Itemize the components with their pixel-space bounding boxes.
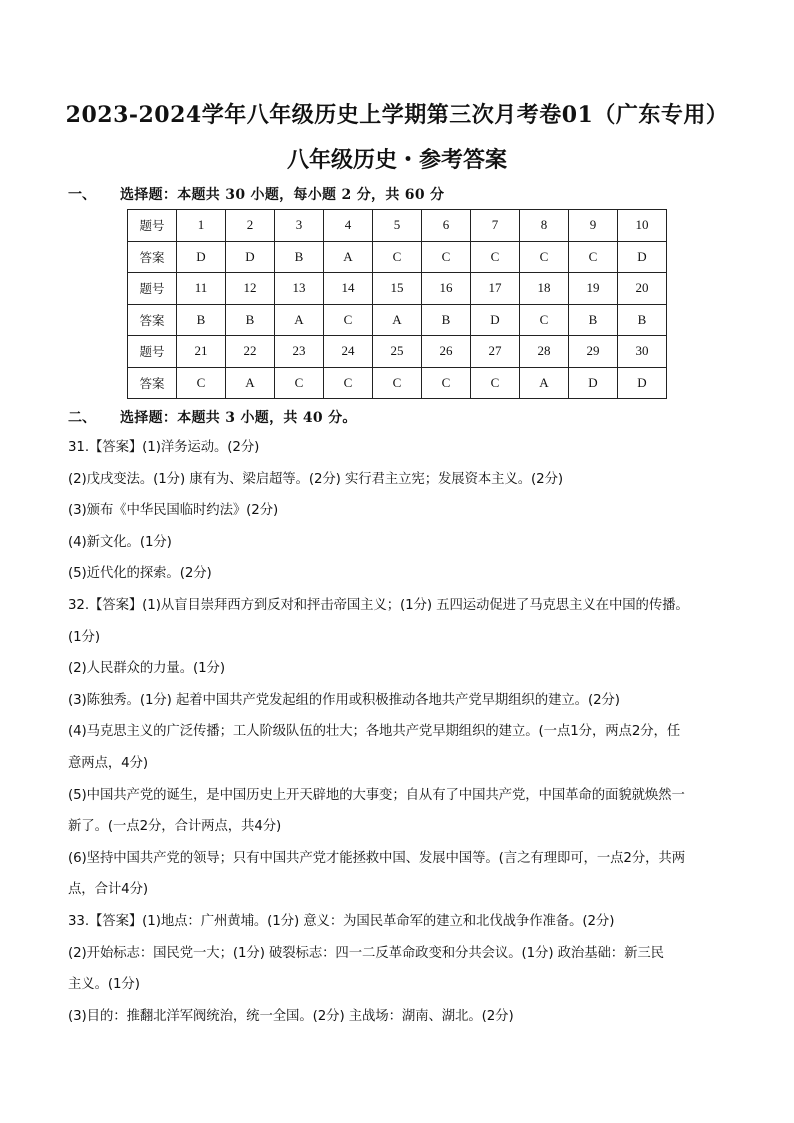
answer-cell: C	[373, 367, 422, 399]
answer-cell: C	[569, 241, 618, 273]
question-number-cell: 22	[226, 336, 275, 368]
answer-line: (5)中国共产党的诞生，是中国历史上开天辟地的大事变；自从有了中国共产党，中国革命的面貌就焕然一	[68, 787, 685, 803]
question-number-cell: 8	[520, 210, 569, 242]
question-number-cell: 29	[569, 336, 618, 368]
question-number-cell: 16	[422, 273, 471, 305]
answer-label-cell: 答案	[128, 367, 177, 399]
question-number-row	[128, 336, 667, 368]
question-number-cell: 18	[520, 273, 569, 305]
answer-cell: C	[324, 304, 373, 336]
answer-cell: D	[471, 304, 520, 336]
answer-row	[128, 304, 667, 336]
answer-cell: B	[275, 241, 324, 273]
answer-line: 主义。(1分)	[68, 977, 140, 993]
answer-cell: D	[226, 241, 275, 273]
question-number-cell: 23	[275, 336, 324, 368]
answer-row	[128, 367, 667, 399]
question-number-cell: 10	[618, 210, 667, 242]
question-number-row	[128, 273, 667, 305]
answer-cell: D	[177, 241, 226, 273]
section-number: 二、	[68, 410, 96, 426]
answer-line: (4)马克思主义的广泛传播；工人阶级队伍的壮大；各地共产党早期组织的建立。(一点1分，两点2分，任	[68, 724, 681, 740]
question-label-cell: 题号	[128, 336, 177, 368]
document-title: 2023-2024学年八年级历史上学期第三次月考卷01（广东专用）	[65, 102, 729, 128]
question-number-cell: 25	[373, 336, 422, 368]
answer-cell: A	[520, 367, 569, 399]
answer-label-cell: 答案	[128, 304, 177, 336]
answer-cell: B	[569, 304, 618, 336]
answer-cell: C	[422, 241, 471, 273]
answer-line: (2)人民群众的力量。(1分)	[68, 661, 225, 677]
answer-cell: A	[275, 304, 324, 336]
answer-line: 意两点，4分)	[68, 755, 148, 771]
answer-table	[127, 209, 667, 399]
question-number-cell: 4	[324, 210, 373, 242]
answer-line: (6)坚持中国共产党的领导；只有中国共产党才能拯救中国、发展中国等。(言之有理即可，一点2分，共两	[68, 850, 685, 866]
answer-line: 33.【答案】(1)地点：广州黄埔。(1分) 意义：为国民革命军的建立和北伐战争作准备。(2分)	[68, 913, 615, 929]
answer-cell: B	[422, 304, 471, 336]
question-number-cell: 9	[569, 210, 618, 242]
question-number-cell: 21	[177, 336, 226, 368]
question-number-cell: 30	[618, 336, 667, 368]
question-number-cell: 3	[275, 210, 324, 242]
question-number-cell: 26	[422, 336, 471, 368]
answer-cell: C	[471, 367, 520, 399]
answer-cell: C	[324, 367, 373, 399]
answer-line: (3)颁布《中华民国临时约法》(2分)	[68, 503, 279, 519]
section-heading-choice	[68, 184, 444, 204]
question-number-cell: 28	[520, 336, 569, 368]
answer-cell: C	[275, 367, 324, 399]
question-number-cell: 6	[422, 210, 471, 242]
answer-cell: C	[520, 241, 569, 273]
answer-cell: C	[177, 367, 226, 399]
section-number: 一、	[68, 187, 96, 203]
document-subtitle: 八年级历史・参考答案	[286, 147, 507, 173]
answer-line: (2)开始标志：国民党一大；(1分) 破裂标志：四一二反革命政变和分共会议。(1分) 政治基础：新三民	[68, 945, 664, 961]
question-number-cell: 11	[177, 273, 226, 305]
answer-row	[128, 241, 667, 273]
question-number-cell: 17	[471, 273, 520, 305]
answer-line: (1分)	[68, 629, 100, 645]
question-number-cell: 5	[373, 210, 422, 242]
answer-line: (3)目的：推翻北洋军阀统治，统一全国。(2分) 主战场：湖南、湖北。(2分)	[68, 1008, 514, 1024]
answer-cell: A	[373, 304, 422, 336]
answer-cell: B	[226, 304, 275, 336]
question-number-cell: 27	[471, 336, 520, 368]
answer-cell: B	[618, 304, 667, 336]
answer-line: 31.【答案】(1)洋务运动。(2分)	[68, 440, 260, 455]
answer-label-cell: 答案	[128, 241, 177, 273]
question-number-cell: 14	[324, 273, 373, 305]
answer-line: 32.【答案】(1)从盲目崇拜西方到反对和抨击帝国主义；(1分) 五四运动促进了马克思主义在中国的传播。	[68, 597, 689, 613]
answer-cell: C	[373, 241, 422, 273]
answer-line: 点，合计4分)	[68, 882, 148, 898]
answer-cell: D	[569, 367, 618, 399]
answer-line: (5)近代化的探索。(2分)	[68, 566, 212, 582]
question-number-cell: 24	[324, 336, 373, 368]
question-number-cell: 20	[618, 273, 667, 305]
answer-cell: A	[226, 367, 275, 399]
question-number-cell: 19	[569, 273, 618, 305]
answer-line: (3)陈独秀。(1分) 起着中国共产党发起组的作用或积极推动各地共产党早期组织的建立。(2分)	[68, 692, 620, 708]
answer-line: 新了。(一点2分，合计两点，共4分)	[68, 819, 282, 835]
section-text: 选择题：本题共 30 小题，每小题 2 分，共 60 分	[120, 187, 445, 203]
answer-cell: C	[520, 304, 569, 336]
question-label-cell: 题号	[128, 273, 177, 305]
section-text: 选择题：本题共 3 小题，共 40 分。	[120, 410, 357, 426]
answer-cell: D	[618, 241, 667, 273]
question-number-cell: 12	[226, 273, 275, 305]
question-number-cell: 7	[471, 210, 520, 242]
answer-cell: C	[422, 367, 471, 399]
question-number-cell: 2	[226, 210, 275, 242]
answer-cell: A	[324, 241, 373, 273]
question-number-cell: 15	[373, 273, 422, 305]
answer-cell: B	[177, 304, 226, 336]
answer-cell: C	[471, 241, 520, 273]
question-number-cell: 1	[177, 210, 226, 242]
question-number-cell: 13	[275, 273, 324, 305]
answer-line: (4)新文化。(1分)	[68, 534, 172, 550]
question-label-cell: 题号	[128, 210, 177, 242]
question-number-row	[128, 210, 667, 242]
section-heading-material	[68, 407, 357, 427]
answer-line: (2)戊戌变法。(1分) 康有为、梁启超等。(2分) 实行君主立宪；发展资本主义。(2分)	[68, 471, 563, 487]
answer-cell: D	[618, 367, 667, 399]
answer-text-body	[68, 437, 728, 1037]
